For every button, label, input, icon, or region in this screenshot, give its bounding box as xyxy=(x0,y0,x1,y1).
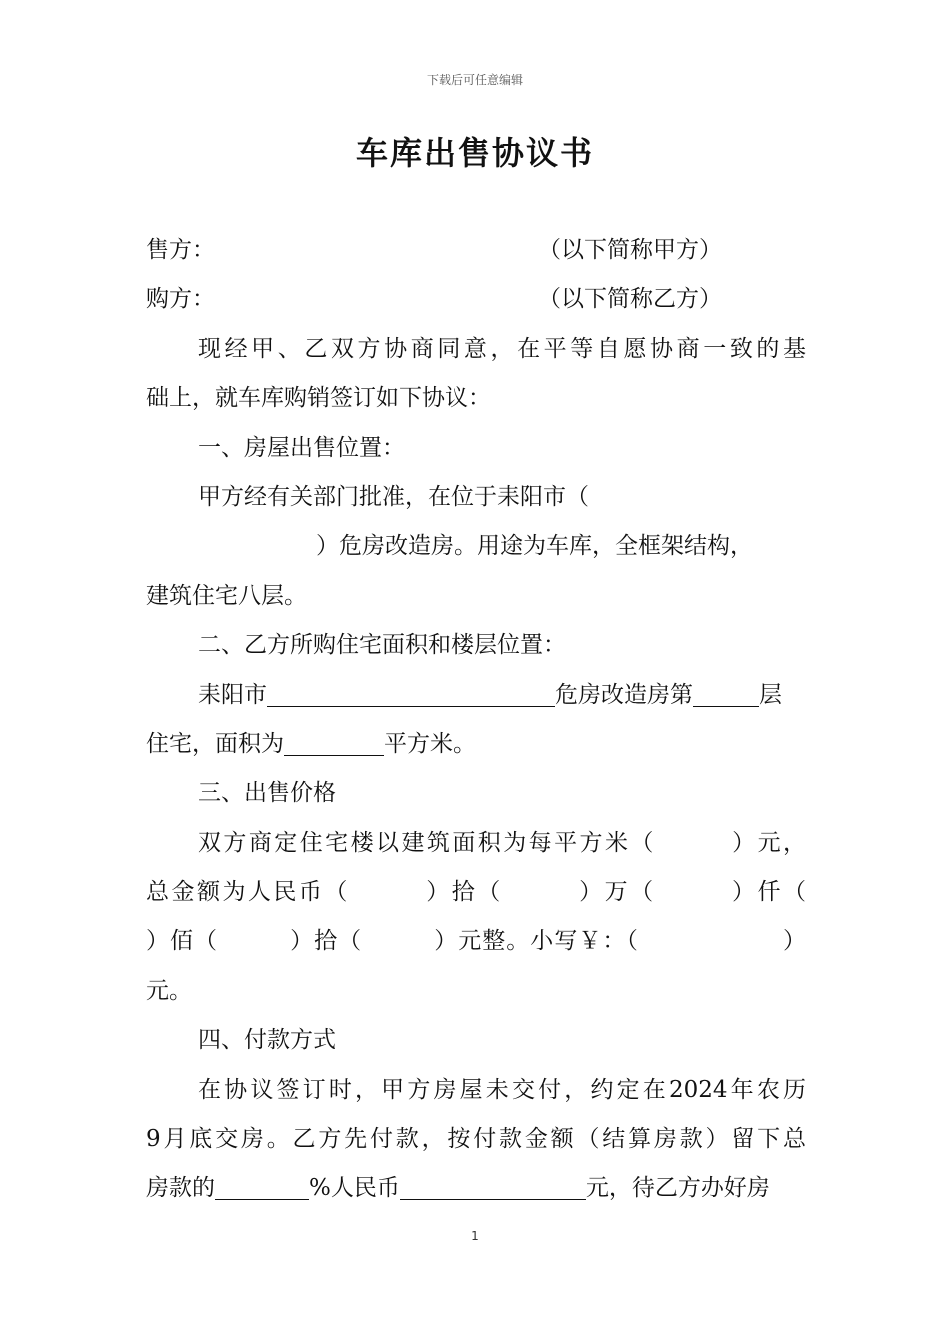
section-2-city: 耒阳市 xyxy=(198,681,267,708)
section-4-rmb-label: %人民币 xyxy=(309,1175,400,1202)
header-note: 下载后可任意编辑 xyxy=(426,73,523,87)
buyer-note: （以下简称乙方） xyxy=(538,286,722,313)
section-4-line-1: 在协议签订时，甲方房屋未交付，约定在2024年农历 xyxy=(198,1076,806,1103)
section-4-line-2: 9月底交房。乙方先付款，按付款金额（结算房款）留下总 xyxy=(146,1126,806,1153)
intro-line-2: 础上，就车库购销签订如下协议： xyxy=(146,385,491,412)
section-3-line-2: 总金额为人民币（ ）拾（ ）万（ ）仟（ xyxy=(146,879,806,906)
document-body xyxy=(146,226,806,1214)
section-2-line-1 xyxy=(146,671,806,720)
section-4-line-3 xyxy=(146,1164,806,1213)
intro-line-1: 现经甲、乙双方协商同意，在平等自愿协商一致的基 xyxy=(198,335,806,362)
section-2-area-unit: 平方米。 xyxy=(384,730,476,757)
buyer-label: 购方： xyxy=(146,286,215,313)
area-blank[interactable] xyxy=(284,731,384,756)
address-blank[interactable] xyxy=(267,681,555,706)
floor-blank[interactable] xyxy=(693,681,759,706)
section-1-line-3: 建筑住宅八层。 xyxy=(146,582,307,609)
section-2-line-2 xyxy=(146,720,806,769)
document-title: 车库出售协议书 xyxy=(355,134,594,172)
section-2-floor-unit: 层 xyxy=(759,681,782,708)
section-2-area-label: 住宅，面积为 xyxy=(146,730,284,757)
seller-note: （以下简称甲方） xyxy=(538,237,722,263)
section-1-line-2: ）危房改造房。用途为车库，全框架结构， xyxy=(316,533,753,560)
section-3-line-4: 元。 xyxy=(146,977,192,1004)
page-number: 1 xyxy=(471,1229,479,1243)
buyer-line xyxy=(146,275,806,324)
section-1-line-1: 甲方经有关部门批准，在位于耒阳市（ xyxy=(198,483,589,510)
section-4-heading: 四、付款方式 xyxy=(198,1027,336,1054)
section-2-heading: 二、乙方所购住宅面积和楼层位置： xyxy=(198,632,566,659)
section-3-line-3: ）佰（ ）拾（ ）元整。小写￥：（ ） xyxy=(146,928,806,955)
section-3-heading: 三、出售价格 xyxy=(198,780,336,807)
percent-blank[interactable] xyxy=(215,1175,309,1200)
section-4-tail: 元，待乙方办好房 xyxy=(585,1175,770,1202)
seller-label: 售方： xyxy=(146,237,215,263)
amount-blank[interactable] xyxy=(400,1175,586,1200)
section-4-percent-label: 房款的 xyxy=(146,1175,215,1202)
seller-line xyxy=(146,226,806,275)
section-1-heading: 一、房屋出售位置： xyxy=(198,434,405,461)
section-2-text: 危房改造房第 xyxy=(555,681,693,708)
section-3-line-1: 双方商定住宅楼以建筑面积为每平方米（ ）元， xyxy=(198,829,806,856)
